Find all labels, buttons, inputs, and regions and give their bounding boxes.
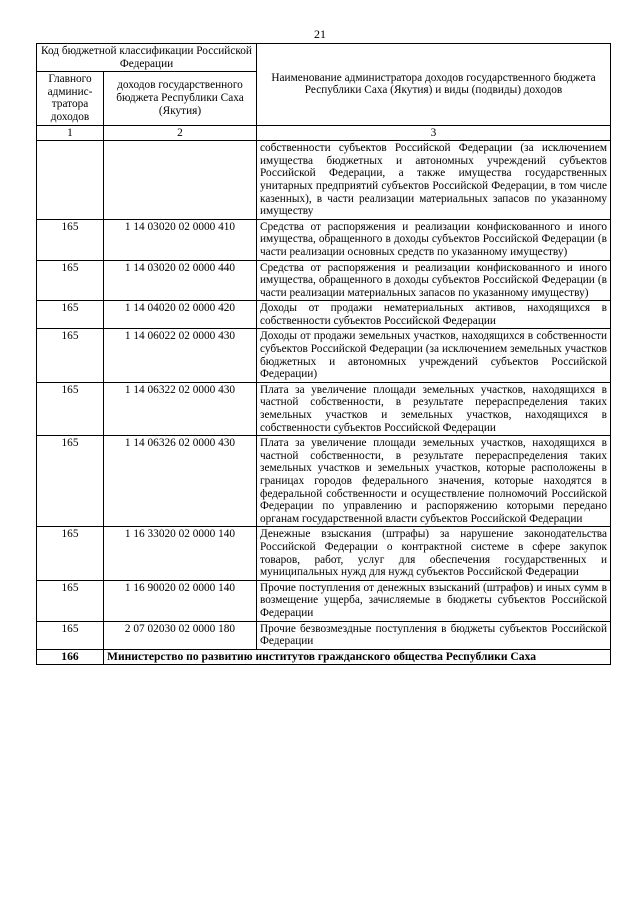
column-number-1: 1 xyxy=(37,125,104,141)
admin-code-cell: 165 xyxy=(37,382,104,435)
table-row xyxy=(37,141,611,220)
admin-code-cell: 165 xyxy=(37,260,104,301)
table-row xyxy=(37,436,611,527)
table-row xyxy=(37,260,611,301)
revenue-name-cell: Средства от распоряжения и реализации конфискованного и иного имущества, обращенного в доходы субъектов Российской Федерации (в части реализации материальных запасов по указанному имуществу) xyxy=(257,260,611,301)
admin-code-cell: 165 xyxy=(37,329,104,382)
table-row xyxy=(37,301,611,329)
budget-code-cell: 1 14 06322 02 0000 430 xyxy=(104,382,257,435)
admin-code-cell: 165 xyxy=(37,621,104,649)
admin-code-cell: 165 xyxy=(37,580,104,621)
budget-code-cell: 1 16 90020 02 0000 140 xyxy=(104,580,257,621)
budget-code-cell xyxy=(104,141,257,220)
revenue-name-cell: Плата за увеличение площади земельных участков, находящихся в частной собственности, в результате перераспределения таких земельных участков и земельных участков, которые расположены в границах городов федерального значения, которые находятся в федеральной собственности и осуществление полномочий Российской Федерации по управлению и распоряжению которыми передано органам государственной власти субъектов Российской Федерации xyxy=(257,436,611,527)
revenue-name-cell: Средства от распоряжения и реализации конфискованного и иного имущества, обращенного в доходы субъектов Российской Федерации (в части реализации основных средств по указанному имуществу) xyxy=(257,219,611,260)
table-row xyxy=(37,580,611,621)
admin-code-cell: 165 xyxy=(37,219,104,260)
column-number-3: 3 xyxy=(257,125,611,141)
header-main-admin: Главного админис-тратора доходов xyxy=(37,72,104,125)
revenue-name-cell: Денежные взыскания (штрафы) за нарушение законодательства Российской Федерации о контрактной системе в сфере закупок товаров, работ, услуг для обеспечения государственных и муниципальных нужд для нужд субъектов Российской Федерации xyxy=(257,527,611,580)
table-row xyxy=(37,219,611,260)
header-revenue-code: доходов государственного бюджета Республики Саха (Якутия) xyxy=(104,72,257,125)
budget-code-cell: 1 14 06326 02 0000 430 xyxy=(104,436,257,527)
column-number-2: 2 xyxy=(104,125,257,141)
admin-code-cell: 165 xyxy=(37,301,104,329)
page-number: 21 xyxy=(314,27,326,41)
admin-code-cell: 165 xyxy=(37,527,104,580)
budget-code-cell: 1 14 03020 02 0000 440 xyxy=(104,260,257,301)
admin-code-cell: 165 xyxy=(37,436,104,527)
table-row xyxy=(37,329,611,382)
revenue-name-cell: Прочие безвозмездные поступления в бюджеты субъектов Российской Федерации xyxy=(257,621,611,649)
revenue-name-cell: Прочие поступления от денежных взысканий (штрафов) и иных сумм в возмещение ущерба, зачисляемые в бюджеты субъектов Российской Федерации xyxy=(257,580,611,621)
ministry-heading-row xyxy=(37,649,611,665)
budget-code-cell: 2 07 02030 02 0000 180 xyxy=(104,621,257,649)
header-budget-code-group: Код бюджетной классификации Российской Федерации xyxy=(37,44,257,72)
budget-classification-table xyxy=(36,43,611,665)
revenue-name-cell: собственности субъектов Российской Федерации (за исключением имущества бюджетных и автономных учреждений субъектов Российской Федерации, а также имущества государственных унитарных предприятий субъектов Российской Федерации, в том числе казенных), в части реализации материальных запасов по указанному имуществу xyxy=(257,141,611,220)
revenue-name-cell: Доходы от продажи земельных участков, находящихся в собственности субъектов Российской Федерации (за исключением земельных участков бюджетных и автономных учреждений субъектов Российской Федерации) xyxy=(257,329,611,382)
header-admin-name: Наименование администратора доходов государственного бюджета Республики Саха (Якутия) и виды (подвиды) доходов xyxy=(257,44,611,126)
budget-code-cell: 1 14 06022 02 0000 430 xyxy=(104,329,257,382)
admin-code-cell xyxy=(37,141,104,220)
ministry-name-cell: Министерство по развитию институтов гражданского общества Республики Саха xyxy=(104,649,611,665)
admin-code-cell: 166 xyxy=(37,649,104,665)
table-row xyxy=(37,382,611,435)
table-row xyxy=(37,527,611,580)
budget-code-cell: 1 16 33020 02 0000 140 xyxy=(104,527,257,580)
revenue-name-cell: Плата за увеличение площади земельных участков, находящихся в частной собственности, в результате перераспределения таких земельных участков и земельных участков, находящихся в собственности субъектов Российской Федерации xyxy=(257,382,611,435)
table-row xyxy=(37,621,611,649)
budget-code-cell: 1 14 03020 02 0000 410 xyxy=(104,219,257,260)
budget-code-cell: 1 14 04020 02 0000 420 xyxy=(104,301,257,329)
revenue-name-cell: Доходы от продажи нематериальных активов, находящихся в собственности субъектов Российской Федерации xyxy=(257,301,611,329)
